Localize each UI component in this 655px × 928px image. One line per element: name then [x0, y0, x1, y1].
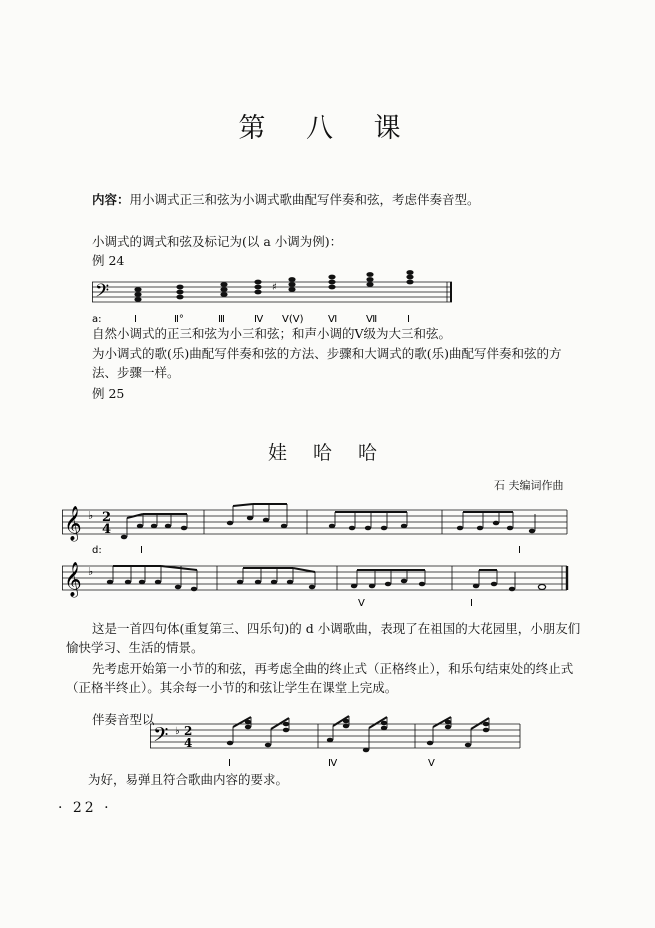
chord-label: Ⅰ	[407, 314, 410, 325]
key-label-d: d:	[92, 545, 102, 556]
key-label-a: a:	[92, 314, 102, 325]
example25-label: 例 25	[92, 386, 125, 401]
time-sig-top: 2	[102, 510, 112, 525]
chord-label: Ⅶ	[366, 314, 378, 325]
bass-clef-icon: 𝄢	[95, 281, 110, 306]
para2-line2: 法、步骤一样。	[92, 365, 180, 380]
para1: 自然小调式的正三和弦为小三和弦；和声小调的Ⅴ级为大三和弦。	[92, 326, 452, 341]
composer: 石 夫编词作曲	[494, 479, 564, 492]
content-line	[92, 191, 480, 208]
chord-label: Ⅴ(Ⅴ)	[282, 314, 304, 325]
chord-label: Ⅰ	[140, 545, 143, 556]
svg-text:♯: ♯	[272, 282, 277, 293]
time-sig-bottom: 4	[102, 522, 112, 537]
content-text: 用小调式正三和弦为小调式歌曲配写伴奏和弦，考虑伴奏音型。	[129, 192, 480, 207]
accomp-staff	[150, 712, 530, 772]
bass-clef-icon: 𝄢	[153, 723, 169, 751]
svg-text:♭: ♭	[175, 726, 180, 737]
lesson-title: 第 八 课	[238, 113, 417, 144]
svg-text:♭: ♭	[88, 509, 94, 522]
para4-line1: 先考虑开始第一小节的和弦，再考虑全曲的终止式（正格终止），和乐句结束处的终止式	[92, 661, 574, 676]
accomp-suffix: 为好，易弹且符合歌曲内容的要求。	[88, 772, 289, 787]
chord-label: Ⅴ	[358, 598, 365, 609]
chord-label: Ⅰ	[518, 545, 521, 556]
chord-label: Ⅱ°	[174, 314, 184, 325]
song-title: 娃 哈 哈	[267, 442, 388, 464]
intro-line: 小调式的调式和弦及标记为(以 a 小调为例)：	[92, 234, 343, 249]
accomp-prefix: 伴奏音型以	[92, 712, 155, 727]
svg-text:♭: ♭	[88, 565, 94, 578]
para3-line1: 这是一首四句体(重复第三、四乐句)的 d 小调歌曲，表现了在祖国的大花园里，小朋友们	[92, 621, 581, 636]
content-label: 内容：	[92, 192, 130, 207]
song-staff-row1	[62, 500, 582, 560]
chord-label: Ⅳ	[254, 314, 264, 325]
example24-staff	[92, 270, 472, 330]
chord-label: Ⅵ	[328, 314, 338, 325]
para2-line1: 为小调式的歌(乐)曲配写伴奏和弦的方法、步骤和大调式的歌(乐)曲配写伴奏和弦的方	[92, 346, 562, 361]
svg-text:4: 4	[184, 736, 193, 750]
svg-text:2: 2	[184, 724, 193, 738]
chord-label: Ⅴ	[428, 758, 435, 769]
chord-label: Ⅰ	[228, 758, 231, 769]
para4-line2: （正格半终止）。其余每一小节的和弦让学生在课堂上完成。	[66, 680, 398, 695]
para3-line2: 愉快学习、生活的情景。	[66, 640, 204, 655]
chord-label: Ⅰ	[470, 598, 473, 609]
example24-label: 例 24	[92, 253, 125, 268]
song-staff-row2	[62, 558, 582, 614]
chord-label: Ⅰ	[134, 314, 137, 325]
chord-label: Ⅲ	[218, 314, 225, 325]
treble-clef-icon: 𝄞	[64, 506, 82, 541]
page-number: · 22 ·	[58, 800, 112, 816]
treble-clef-icon: 𝄞	[64, 562, 82, 597]
chord-label: Ⅳ	[328, 758, 338, 769]
